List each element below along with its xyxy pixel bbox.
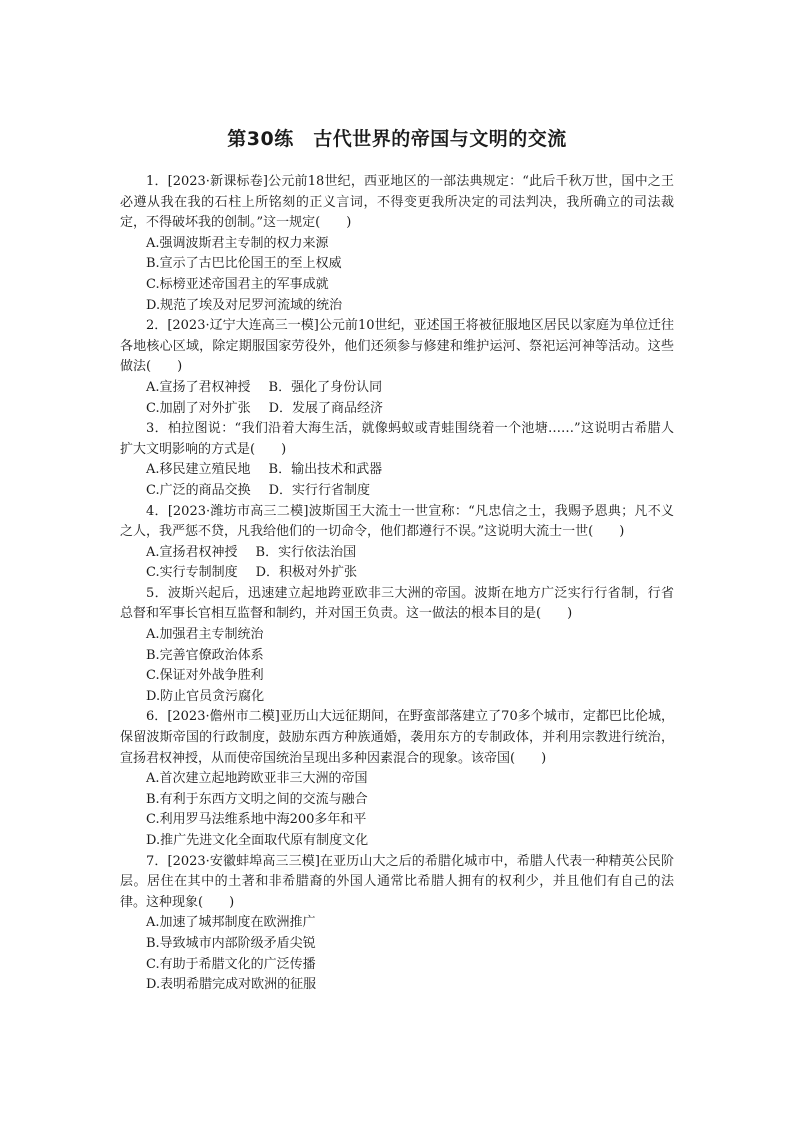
option-a: A.强调波斯君主专制的权力来源 <box>146 235 329 251</box>
question-2 <box>120 316 674 419</box>
option-c: C.加剧了对外扩张 <box>146 400 251 416</box>
option-row-ab <box>120 378 674 399</box>
option-a: A.宣扬君权神授 <box>146 544 238 560</box>
option-c: C.标榜亚述帝国君主的军事成就 <box>146 276 329 292</box>
option-b: B.有利于东西方文明之间的交流与融合 <box>146 791 368 807</box>
option-d: D．发展了商品经济 <box>268 400 384 416</box>
question-stem: 1．[2023·新课标卷]公元前18世纪，西亚地区的一部法典规定：“此后千秋万世，国中之王必遵从我在我的石柱上所铭刻的正义言词，不得变更我所决定的司法判决，我所确立的司法裁定，不得破坏我的创制。”这一规定( ) <box>120 174 674 231</box>
option-c: C.保证对外战争胜利 <box>146 668 264 684</box>
question-stem: 4．[2023·潍坊市高三二模]波斯国王大流士一世宣称：“凡忠信之士，我赐予恩典；凡不义之人，我严惩不贷，凡我给他们的一切命令，他们都遵行不误。”这说明大流士一世( ) <box>120 503 674 540</box>
option-row-cd <box>120 481 674 502</box>
question-stem: 2．[2023·辽宁大连高三一模]公元前10世纪，亚述国王将被征服地区居民以家庭为单位迁往各地核心区域，除定期服国家劳役外，他们还须参与修建和维护运河、祭祀运河神等活动。这些做法( ) <box>120 318 674 375</box>
option-a: A.首次建立起地跨欧亚非三大洲的帝国 <box>146 771 368 787</box>
question-7 <box>120 852 674 996</box>
option-a: A.宣扬了君权神授 <box>146 379 251 395</box>
question-stem: 5．波斯兴起后，迅速建立起地跨亚欧非三大洲的帝国。波斯在地方广泛实行行省制，行省总督和军事长官相互监督和制约，并对国王负责。这一做法的根本目的是( ) <box>120 585 674 622</box>
option-row-ab <box>120 460 674 481</box>
option-b: B.导致城市内部阶级矛盾尖锐 <box>146 935 316 951</box>
page-title: 第30练 古代世界的帝国与文明的交流 <box>227 128 567 150</box>
option-row-cd <box>120 563 674 584</box>
option-row-cd <box>120 399 674 420</box>
question-stem: 6．[2023·儋州市二模]亚历山大远征期间，在野蛮部落建立了70多个城市，定都巴比伦城，保留波斯帝国的行政制度，鼓励东西方种族通婚，袭用东方的专制政体，并利用宗教进行统治，宣扬君权神授，从而使帝国统治呈现出多种因素混合的现象。该帝国( ) <box>120 709 674 766</box>
option-d: D.规范了埃及对尼罗河流域的统治 <box>146 297 343 313</box>
option-c: C.利用罗马法维系地中海200多年和平 <box>146 812 367 828</box>
question-stem: 3．柏拉图说：“我们沿着大海生活，就像蚂蚁或青蛙围绕着一个池塘……”这说明古希腊人扩大文明影响的方式是( ) <box>120 421 674 457</box>
option-row-ab <box>120 543 674 564</box>
question-1 <box>120 172 674 316</box>
option-c: C.广泛的商品交换 <box>146 482 251 498</box>
option-d: D.推广先进文化全面取代原有制度文化 <box>146 833 369 848</box>
option-d: D.表明希腊完成对欧洲的征服 <box>146 977 317 993</box>
option-d: D．实行行省制度 <box>268 482 371 498</box>
option-d: D.防止官员贪污腐化 <box>146 688 265 704</box>
option-d: D．积极对外扩张 <box>255 565 358 581</box>
option-a: A.加速了城邦制度在欧洲推广 <box>146 915 316 931</box>
option-b: B．强化了身份认同 <box>268 379 383 395</box>
question-stem: 7．[2023·安徽蚌埠高三三模]在亚历山大之后的希腊化城市中，希腊人代表一种精英公民阶层。居住在其中的土著和非希腊裔的外国人通常比希腊人拥有的权利少，并且他们有自己的法律。这种现象( ) <box>120 853 674 910</box>
option-c: C.实行专制制度 <box>146 565 238 581</box>
option-a: A.加强君主专制统治 <box>146 627 264 643</box>
question-list <box>120 172 674 996</box>
question-3 <box>120 419 674 501</box>
option-a: A.移民建立殖民地 <box>146 462 251 478</box>
option-b: B．输出技术和武器 <box>268 462 383 478</box>
question-5 <box>120 584 674 708</box>
option-b: B．实行依法治国 <box>255 544 357 560</box>
option-b: B.完善官僚政治体系 <box>146 647 264 663</box>
option-b: B.宣示了古巴比伦国王的至上权威 <box>146 256 342 272</box>
question-6 <box>120 707 674 851</box>
question-4 <box>120 502 674 584</box>
option-c: C.有助于希腊文化的广泛传播 <box>146 956 316 972</box>
